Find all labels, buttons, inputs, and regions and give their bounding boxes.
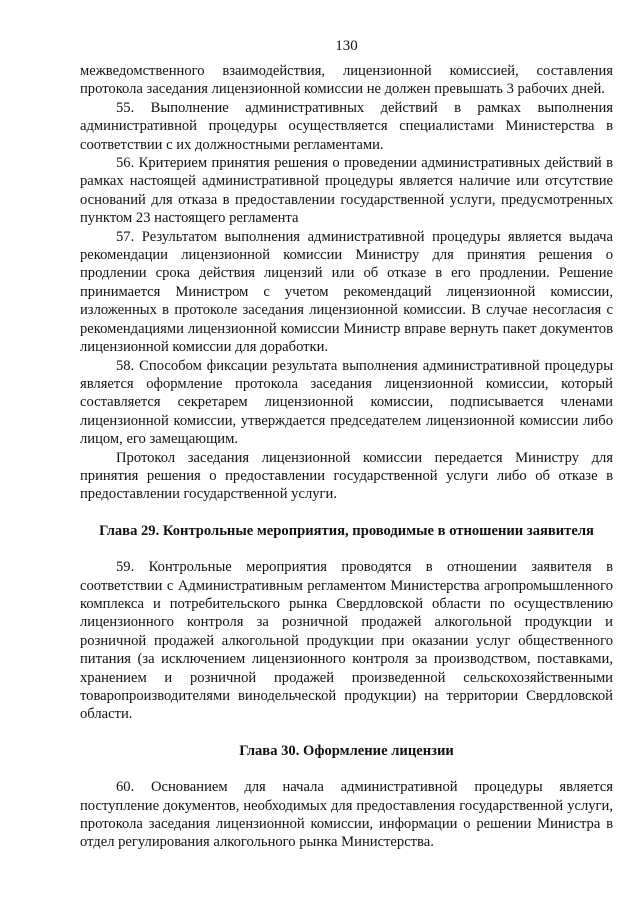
paragraph-57: 57. Результатом выполнения административной процедуры является выдача рекомендации лицензионной комиссии Министру для принятия решения о продлении срока действия лицензий или об отказе в его продлении. Решение принимается Министром с учетом рекомендаций лицензионной комиссии, изложенных в протоколе заседания лицензионной комиссии. В случае несогласия с рекомендациями лицензионной комиссии Министр вправе вернуть пакет документов лицензионной комиссии для доработки.	[80, 228, 613, 356]
paragraph-56: 56. Критерием принятия решения о проведении административных действий в рамках настоящей административной процедуры является наличие или отсутствие оснований для отказа в предоставлении государственной услуги, предусмотренных пунктом 23 настоящего регламента	[80, 155, 613, 227]
paragraph-60: 60. Основанием для начала административной процедуры является поступление документов, необходимых для предоставления государственной услуги, протокола заседания лицензионной комиссии, информации о решении Министра в отдел регулирования алкогольного рынка Министерства.	[80, 779, 613, 851]
chapter-29-heading: Глава 29. Контрольные мероприятия, проводимые в отношении заявителя	[99, 522, 594, 539]
paragraph-continuation: межведомственного взаимодействия, лицензионной комиссией, составления протокола заседания лицензионной комиссии не должен превышать 3 рабочих дней.	[80, 63, 613, 98]
paragraph-protocol: Протокол заседания лицензионной комиссии передается Министру для принятия решения о предоставлении государственной услуги либо об отказе в предоставлении государственной услуги.	[80, 449, 613, 503]
document-page	[80, 36, 613, 852]
paragraph-59: 59. Контрольные мероприятия проводятся в отношении заявителя в соответствии с Административным регламентом Министерства агропромышленного комплекса и потребительского рынка Свердловской области по осуществлению лицензионного контроля за розничной продажей алкогольной продукции и розничной продажей алкогольной продукции при оказании услуг общественного питания (за исключением лицензионного контроля за производством, поставками, хранением и розничной продажей произведенной сельскохозяйственными товаропроизводителями винодельческой продукции) на территории Свердловской области.	[80, 559, 613, 723]
paragraph-58: 58. Способом фиксации результата выполнения административной процедуры является оформление протокола заседания лицензионной комиссии, который составляется секретарем лицензионной комиссии, подписывается членами лицензионной комиссии, утверждается председателем лицензионной комиссии либо лицом, его замещающим.	[80, 357, 613, 448]
page-number: 130	[335, 38, 358, 54]
chapter-30-heading: Глава 30. Оформление лицензии	[239, 742, 454, 759]
paragraph-55: 55. Выполнение административных действий в рамках выполнения административной процедуры осуществляется специалистами Министерства в соответствии с их должностными регламентами.	[80, 99, 613, 153]
